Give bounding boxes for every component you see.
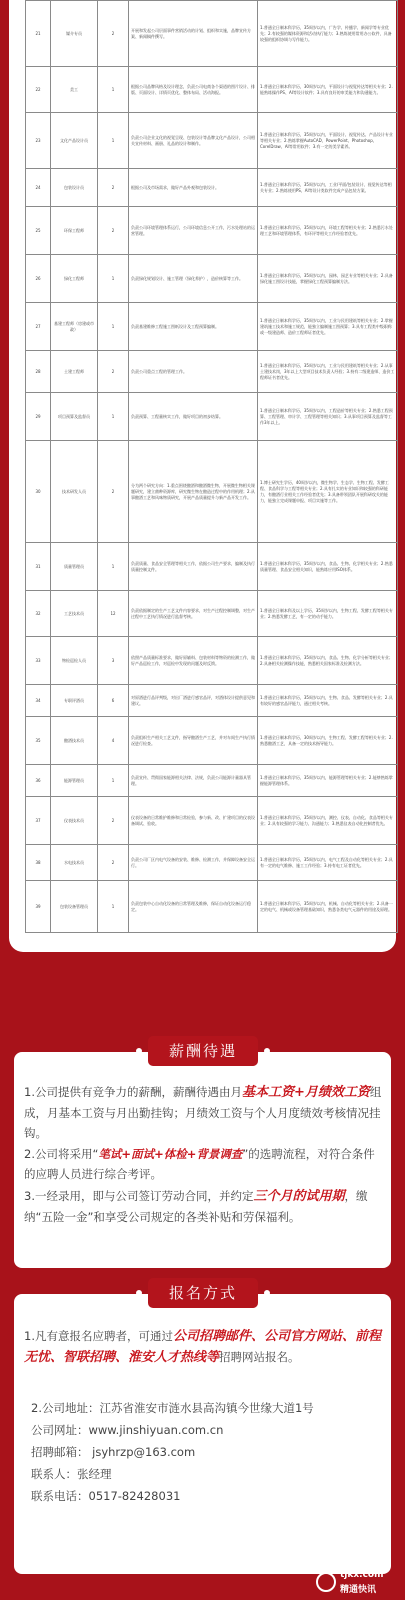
job-duty-cell: 负责公司环境管理体系运行，公司环境信息公开工作，污水处理站的运营管理。 [129,207,258,255]
watermark-logo-icon [316,1572,336,1592]
job-duty-cell: 负责公司企业文化的视觉呈现、包装设计等品牌文化产品设计，公司相关宣传材料、画册、礼品的设计和制作。 [129,113,258,169]
job-duty-cell: 分为两个研究方向：1.重点围绕酿酒和酿酒微生物，开展微生物相关课题研究，建立菌种资源库，研究微生物在酿造过程中的作用机理；2.从事酿酒工艺和风味物质研究，开展产品质量提升与新产品开发工作。 [129,441,258,543]
job-headcount-cell: 3 [98,637,129,685]
job-requirement-cell: 1.普通全日制本科学历，35周岁以内，园林、园艺专业等相关专业；2.具备绿化施工图设计技能，掌握绿化工程预算编制方法。 [258,255,398,303]
salary-title: 薪酬待遇 [148,1036,258,1066]
company-website[interactable]: 公司网址：www.jinshiyuan.com.cn [31,1423,224,1437]
job-requirement-cell: 1.普通全日制本科学历，30周岁以内，生物工程、发酵工程等相关专业；2.熟悉酿酒工艺，具备一定的技术指导能力。 [258,717,398,765]
table-row [26,255,398,303]
job-duty-cell: 负责质量、食品安全管理等相关工作，依据公司生产要求，编制及执行质量控制文件。 [129,543,258,591]
job-duty-cell: 负责公司厂区内电气设备的安装、维修、检测工作，并保障设备安全运行。 [129,845,258,881]
job-number-cell: 35 [26,717,51,765]
job-table-sheet [9,0,396,952]
job-headcount-cell: 1 [98,543,129,591]
job-headcount-cell: 2 [98,207,129,255]
job-title-cell: 物检巡检人员 [51,637,98,685]
job-requirement-cell: 1.普通全日制本科学历，35周岁以内，环境工程等相关专业；2.熟悉污水处理工艺和环境管理体系，有环评等相关工作经验者优先。 [258,207,398,255]
job-number-cell: 30 [26,441,51,543]
job-requirement-cell: 1.普通全日制本科学历，35周岁以内，工业/平面/包装设计、视觉传达等相关专业；2.熟练使用PS、AI等设计类软件完成产品包装方案。 [258,169,398,207]
job-title-cell: 专职评酒员 [51,685,98,717]
table-row [26,207,398,255]
table-row [26,393,398,441]
watermark [316,1566,400,1596]
table-row [26,881,398,933]
job-number-cell: 29 [26,393,51,441]
table-row [26,685,398,717]
job-duty-cell: 负责宣传、贯彻国家能源相关法律、法规，负责公司能源计量器具管理。 [129,765,258,797]
table-row [26,113,398,169]
table-row [26,591,398,637]
job-title-cell: 仪表技术员 [51,797,98,845]
job-title-cell: 包装设计员 [51,169,98,207]
job-headcount-cell: 2 [98,797,129,845]
salary-paragraph-1: 1.公司提供有竞争力的薪酬，薪酬待遇由月基本工资+月绩效工资组成，月基本工资与月出勤挂钩；月绩效工资与个人月度绩效考核情况挂钩。 [24,1085,382,1140]
table-row [26,717,398,765]
job-title-cell: 技术研发人员 [51,441,98,543]
contact-person: 联系人：张经理 [31,1467,112,1481]
job-number-cell: 24 [26,169,51,207]
job-number-cell: 21 [26,1,51,67]
table-row [26,543,398,591]
job-title-cell: 环保工程师 [51,207,98,255]
job-requirement-cell: 1.普通全日制本科学历，35周岁以内，工程造价等相关专业；2.熟悉工程预算、工程管理、审计学、工程管理等相关知识；3.从事项目预算及监督等工作3年以上。 [258,393,398,441]
job-duty-cell: 负责预算、工程量核实工作，做好项目的初步结算。 [129,393,258,441]
recruit-email[interactable]: 招聘邮箱： jsyhrzp@163.com [31,1445,196,1459]
table-row [26,845,398,881]
job-headcount-cell: 1 [98,303,129,351]
job-number-cell: 28 [26,351,51,393]
job-requirement-cell: 1.普通全日制本科学历，35周岁以内，工业与民用建筑等相关专业；2.从事土建技术岗，3年以上大型项目技术负责人经验；3.持有二级建造师、造价工程师证书者优先。 [258,351,398,393]
job-title-cell: 美工 [51,67,98,113]
job-number-cell: 25 [26,207,51,255]
job-requirement-cell: 1.普通全日制本科学历，35周岁以内，机械、自动化等相关专业；2.具备一定的电气、机械或设备管理基础知识，熟悉各类电气元器件的用途及原理。 [258,881,398,933]
job-duty-cell: 负责依据制定的生产工艺文件内容要求，对生产过程控制调整，对生产过程中工艺执行情况进行监督考核。 [129,591,258,637]
job-headcount-cell: 2 [98,441,129,543]
job-requirement-cell: 1.普通全日制本科学历，35周岁以内，平面设计、视觉传达、产品设计专业等相关专业；2.熟练掌握AutoCAD、PowerPoint、Photoshop、CorelDraw、AI等常用软件；3.有一定的美学素养。 [258,113,398,169]
job-headcount-cell: 12 [98,591,129,637]
salary-paragraph-2: 2.公司将采用“笔试+面试+体检+背景调查”的选聘流程，对符合条件的应聘人员进行综合考评。 [24,1147,375,1181]
salary-paragraph-3: 3.一经录用，即与公司签订劳动合同，并约定三个月的试用期，缴纳“五险一金”和享受公司规定的各类补贴和劳保福利。 [24,1189,368,1224]
job-number-cell: 37 [26,797,51,845]
job-title-cell: 质量管理员 [51,543,98,591]
job-number-cell: 34 [26,685,51,717]
company-address: 2.公司地址：江苏省淮安市涟水县高沟镇今世缘大道1号 [31,1401,314,1415]
job-requirement-cell: 1.普通全日制本科学历，35周岁以内，广告学、传播学、新闻学等专业优先；2.有较强的媒体资源和活动执行能力；3.熟练使用常用办公软件，具备较强的组织协调与写作能力。 [258,1,398,67]
job-headcount-cell: 2 [98,845,129,881]
watermark-domain: tjkx.com [340,1570,384,1580]
job-number-cell: 38 [26,845,51,881]
job-title-cell: 土建工程师 [51,351,98,393]
job-headcount-cell: 1 [98,113,129,169]
job-headcount-cell: 1 [98,393,129,441]
job-number-cell: 39 [26,881,51,933]
job-duty-cell: 根据公司及市场需求，做好产品外观和包装设计。 [129,169,258,207]
job-title-cell: 项目预算及监督员 [51,393,98,441]
job-headcount-cell: 2 [98,351,129,393]
table-row [26,1,398,67]
job-requirement-cell: 1.普通全日制本科学历，35周岁以内，测控、仪表、自动化、食品等相关专业；2.具有较强的学习能力、沟通能力；3.熟悉仪表自动化控制者优先。 [258,797,398,845]
apply-title: 报名方式 [148,1278,258,1308]
job-number-cell: 32 [26,591,51,637]
job-requirement-cell: 1.普通全日制本科学历，30周岁以内，平面设计与视觉传达等相关专业；2.能熟练操作PS、AI等设计软件；3.具有良好的审美能力和沟通能力。 [258,67,398,113]
job-headcount-cell: 1 [98,765,129,797]
job-duty-cell: 对原酒进行品评判级，对出厂酒进行感官品评，对酒体设计提供意见和建议。 [129,685,258,717]
job-requirement-cell: 1.普通全日制本科学历，35周岁以内，生物、食品、发酵等相关专业；2.具有较好的感官品评能力，通过相关考核。 [258,685,398,717]
job-title-cell: 媒介专员 [51,1,98,67]
job-number-cell: 36 [26,765,51,797]
job-duty-cell: 负责公司重点工程的管理工作。 [129,351,258,393]
job-headcount-cell: 4 [98,717,129,765]
job-number-cell: 27 [26,303,51,351]
table-row [26,765,398,797]
table-row [26,441,398,543]
job-title-cell: 工艺技术员 [51,591,98,637]
job-title-cell: 文化产品设计员 [51,113,98,169]
job-duty-cell: 依照产品质量标准要求，做好原辅料、包装材料等物资的检测工作，做好产品巡检工作，对巡检中发现的问题及时反馈。 [129,637,258,685]
job-number-cell: 26 [26,255,51,303]
contact-phone: 联系电话：0517-82428031 [31,1489,181,1503]
job-title-cell: 包装设备管理员 [51,881,98,933]
watermark-name: 精通快讯 [340,1585,377,1595]
job-requirement-cell: 1.普通全日制本科及以上学历，35周岁以内，生物工程、发酵工程等相关专业；2.熟悉发酵工艺，有一定的动手能力。 [258,591,398,637]
job-number-cell: 22 [26,67,51,113]
job-title-cell: 酿酒技术员 [51,717,98,765]
table-row [26,303,398,351]
job-headcount-cell: 2 [98,1,129,67]
job-number-cell: 23 [26,113,51,169]
job-duty-cell: 负责包装中心自动化设备的日常管理及维修，保证自动化设备运行稳定。 [129,881,258,933]
job-headcount-cell: 2 [98,169,129,207]
job-title-cell: 绿化工程师 [51,255,98,303]
apply-paragraph-1: 1.凡有意报名应聘者，可通过公司招聘邮件、公司官方网站、前程无忧、智联招聘、淮安人才热线等招聘网站报名。 [24,1329,381,1365]
job-requirement-cell: 1.普通全日制本科学历，35周岁以内，能源管理等相关专业；2.能够熟练掌握能源管理体系。 [258,765,398,797]
job-duty-cell: 负责组织生产相关工艺文件，指导酿酒生产工艺，并对车间生产执行情况进行检查。 [129,717,258,765]
job-requirement-cell: 1.博士研究生学历，40周岁以内，微生物学、生态学、生物工程、发酵工程、食品科学与工程等相关专业；2.具有扎实的专业知识和较强的科研能力，有酿酒行业相关工作经验者优先；3.具备带领团队开展科研攻关的能力，能独立完成课题申报、项目实施等工作。 [258,441,398,543]
job-requirement-cell: 1.普通全日制本科学历，35周岁以内，工业与民用建筑等相关专业；2.掌握建筑施工技术和施工规范，能独立编制施工图预算；3.具有工程类中级职称或一级建造师、造价工程师证者优先。 [258,303,398,351]
job-headcount-cell: 6 [98,685,129,717]
job-requirement-cell: 1.普通全日制本科学历，35周岁以内，电气工程及自动化等相关专业；2.具有一定的电气维修、施工工作经验；3.持有电工证者优先。 [258,845,398,881]
job-number-cell: 33 [26,637,51,685]
job-headcount-cell: 1 [98,67,129,113]
job-title-cell: 能源管理员 [51,765,98,797]
job-number-cell: 31 [26,543,51,591]
job-headcount-cell: 1 [98,881,129,933]
job-requirement-cell: 1.普通全日制本科学历，35周岁以内，食品、生物、化学相关专业；2.熟悉质量管理、食品安全相关知识，能熟练应用ISO体系。 [258,543,398,591]
job-title-cell: 水电技术员 [51,845,98,881]
job-table [25,0,398,933]
job-requirement-cell: 1.普通全日制本科学历，35周岁以内，食品、生物、化学分析等相关专业；2.具备相关检测操作技能，熟悉相关国家标准及检测方法。 [258,637,398,685]
table-row [26,637,398,685]
table-row [26,797,398,845]
job-duty-cell: 负责绿化规划设计、施工管理（绿化养护），造价核算等工作。 [129,255,258,303]
job-duty-cell: 仪表设备的日常维护维修和日常检验，参与新、改、扩建项目的仪表设备调试、验收。 [129,797,258,845]
job-headcount-cell: 1 [98,255,129,303]
job-duty-cell: 根据公司品牌风格及设计理念，负责公司电商各个渠道的图片设计、排版、页面设计、详情页优化、整体布局、活动海报。 [129,67,258,113]
job-title-cell: 基建工程师（房建或市政） [51,303,98,351]
table-row [26,351,398,393]
table-row [26,67,398,113]
job-duty-cell: 开展和发起公司层面事件营销活动的计划、组织和实施，品牌宣传方案、新闻稿件撰写。 [129,1,258,67]
table-row [26,169,398,207]
job-duty-cell: 负责基建维修工程施工图纸设计及工程预算编制。 [129,303,258,351]
